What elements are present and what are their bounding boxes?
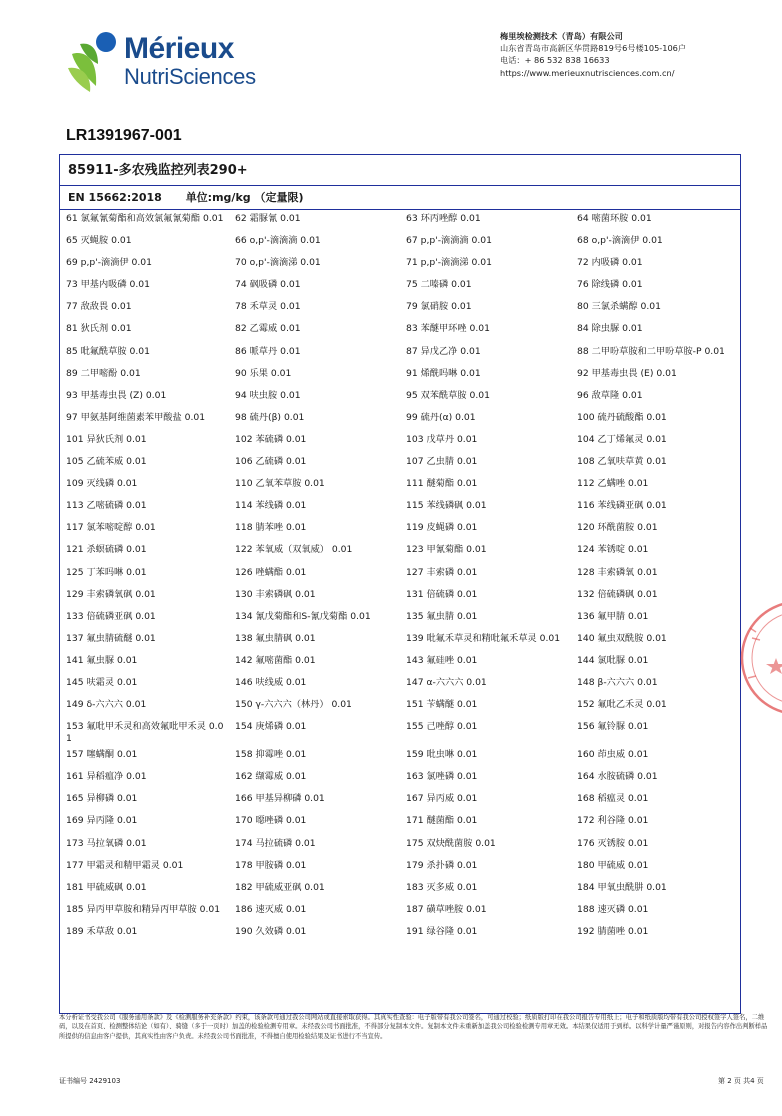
analyte-cell: 164 水胺硫磷 0.01 xyxy=(577,771,658,783)
analyte-cell: 141 氟虫脲 0.01 xyxy=(66,654,138,666)
analyte-cell: 84 除虫脲 0.01 xyxy=(577,323,643,335)
analyte-cell: 174 马拉硫磷 0.01 xyxy=(235,837,316,849)
analyte-cell: 131 倍硫磷 0.01 xyxy=(406,588,478,600)
analyte-cell: 64 嘧菌环胺 0.01 xyxy=(577,213,652,224)
analyte-cell: 175 双炔酰菌胺 0.01 xyxy=(406,837,496,849)
analyte-cell: 87 异戊乙净 0.01 xyxy=(406,345,481,357)
analyte-cell: 143 氟硅唑 0.01 xyxy=(406,654,478,666)
analyte-cell: 186 速灭威 0.01 xyxy=(235,903,307,915)
analyte-cell: 124 苯锈啶 0.01 xyxy=(577,544,649,556)
analyte-cell: 63 环丙唑醇 0.01 xyxy=(406,213,481,224)
analyte-cell: 128 丰索磷氧 0.01 xyxy=(577,566,658,578)
analyte-cell: 162 缬霉威 0.01 xyxy=(235,771,307,783)
analyte-cell: 167 异丙威 0.01 xyxy=(406,793,478,805)
analyte-cell: 123 甲氰菊酯 0.01 xyxy=(406,544,487,556)
analyte-cell: 91 烯酰吗啉 0.01 xyxy=(406,367,481,379)
panel-subheader xyxy=(60,186,740,210)
company-phone: 电话：+ 86 532 838 16633 xyxy=(500,55,610,66)
analyte-cell: 82 乙霉威 0.01 xyxy=(235,323,301,335)
analyte-cell: 117 氯苯嘧啶醇 0.01 xyxy=(66,522,156,534)
analyte-cell: 185 异丙甲草胺和精异丙甲草胺 0.01 xyxy=(66,903,221,915)
analyte-cell: 160 茚虫威 0.01 xyxy=(577,749,649,761)
analyte-cell: 121 杀螟硫磷 0.01 xyxy=(66,544,147,556)
analyte-cell: 92 甲基毒虫畏 (E) 0.01 xyxy=(577,367,677,379)
analyte-cell: 81 狄氏剂 0.01 xyxy=(66,323,132,335)
analyte-cell: 93 甲基毒虫畏 (Z) 0.01 xyxy=(66,389,167,401)
analyte-cell: 180 甲硫威 0.01 xyxy=(577,859,649,871)
analyte-cell: 74 砜吸磷 0.01 xyxy=(235,279,301,291)
analyte-cell: 97 甲氨基阿维菌素苯甲酸盐 0.01 xyxy=(66,411,206,423)
analyte-cell: 89 二甲嘧酚 0.01 xyxy=(66,367,141,379)
analyte-cell: 173 马拉氧磷 0.01 xyxy=(66,837,147,849)
analyte-cell: 109 灭线磷 0.01 xyxy=(66,478,138,490)
analyte-cell: 168 稻瘟灵 0.01 xyxy=(577,793,649,805)
analyte-cell: 127 丰索磷 0.01 xyxy=(406,566,478,578)
analyte-cell: 114 苯线磷 0.01 xyxy=(235,500,307,512)
analyte-cell: 94 呋虫胺 0.01 xyxy=(235,389,301,401)
analyte-cell: 100 硫丹硫酸酯 0.01 xyxy=(577,411,667,423)
analyte-cell: 116 苯线磷亚砜 0.01 xyxy=(577,500,667,512)
analyte-cell: 96 敌草隆 0.01 xyxy=(577,389,643,401)
analyte-cell: 146 呋线威 0.01 xyxy=(235,676,307,688)
analyte-cell: 78 禾草灵 0.01 xyxy=(235,301,301,313)
analyte-cell: 177 甲霜灵和精甲霜灵 0.01 xyxy=(66,859,184,871)
analyte-cell: 153 氟吡甲禾灵和高效氟吡甲禾灵 0.01 xyxy=(66,721,224,744)
analyte-cell: 161 异稻瘟净 0.01 xyxy=(66,771,147,783)
company-logo xyxy=(66,24,266,96)
seal-stamp-icon xyxy=(736,568,782,748)
analyte-cell: 88 二甲吩草胺和二甲吩草胺-P 0.01 xyxy=(577,345,725,357)
analyte-cell: 113 乙嘧硫磷 0.01 xyxy=(66,500,147,512)
analyte-cell: 122 苯氧威（双氧威） 0.01 xyxy=(235,544,353,556)
analyte-cell: 101 异狄氏剂 0.01 xyxy=(66,433,147,445)
analyte-cell: 136 氟甲腈 0.01 xyxy=(577,610,649,622)
analyte-cell: 150 γ-六六六（林丹） 0.01 xyxy=(235,699,352,711)
logo-text-nutrisciences: NutriSciences xyxy=(124,64,256,89)
company-website[interactable]: https://www.merieuxnutrisciences.com.cn/ xyxy=(500,67,675,78)
analyte-cell: 154 庚烯磷 0.01 xyxy=(235,721,307,733)
analyte-cell: 159 吡虫啉 0.01 xyxy=(406,749,478,761)
analyte-cell: 62 霜脲氰 0.01 xyxy=(235,213,301,224)
analyte-cell: 152 氟吡乙禾灵 0.01 xyxy=(577,699,667,711)
analyte-cell: 65 灭蝇胺 0.01 xyxy=(66,235,132,247)
analyte-cell: 104 乙丁烯氟灵 0.01 xyxy=(577,433,667,445)
certificate-number: 证书编号 2429103 xyxy=(59,1077,121,1085)
company-info xyxy=(500,30,686,79)
analyte-cell: 103 戊草丹 0.01 xyxy=(406,433,478,445)
analyte-cell: 170 噁唑磷 0.01 xyxy=(235,815,307,827)
analyte-cell: 134 氰戊菊酯和S-氰戊菊酯 0.01 xyxy=(235,610,371,622)
method-label: EN 15662:2018 xyxy=(68,191,162,204)
company-name: 梅里埃检测技术（青岛）有限公司 xyxy=(500,31,623,41)
analyte-cell: 158 抑霉唑 0.01 xyxy=(235,749,307,761)
analyte-cell: 189 禾草敌 0.01 xyxy=(66,925,138,937)
analyte-cell: 115 苯线磷砜 0.01 xyxy=(406,500,487,512)
analyte-cell: 144 氯吡脲 0.01 xyxy=(577,654,649,666)
analyte-cell: 169 异丙隆 0.01 xyxy=(66,815,138,827)
analyte-cell: 106 乙硫磷 0.01 xyxy=(235,456,307,468)
analyte-cell: 179 杀扑磷 0.01 xyxy=(406,859,478,871)
analyte-cell: 192 腈菌唑 0.01 xyxy=(577,925,649,937)
analyte-cell: 73 甲基内吸磷 0.01 xyxy=(66,279,150,291)
analyte-cell: 137 氟虫腈硫醚 0.01 xyxy=(66,632,156,644)
analyte-cell: 79 氯硝胺 0.01 xyxy=(406,301,472,313)
analyte-cell: 182 甲硫威亚砜 0.01 xyxy=(235,881,325,893)
analyte-cell: 133 倍硫磷亚砜 0.01 xyxy=(66,610,156,622)
analyte-cell: 112 乙螨唑 0.01 xyxy=(577,478,649,490)
analyte-cell: 183 灭多威 0.01 xyxy=(406,881,478,893)
analyte-cell: 61 氯氟氰菊酯和高效氯氟氰菊酯 0.01 xyxy=(66,213,224,224)
analyte-cell: 129 丰索磷氧砜 0.01 xyxy=(66,588,156,600)
analyte-cell: 68 o,p'-滴滴伊 0.01 xyxy=(577,235,663,247)
analyte-cell: 67 p,p'-滴滴滴 0.01 xyxy=(406,235,492,247)
analyte-cell: 149 δ-六六六 0.01 xyxy=(66,699,147,711)
analyte-cell: 155 己唑醇 0.01 xyxy=(406,721,478,733)
analyte-cell: 165 异柳磷 0.01 xyxy=(66,793,138,805)
analyte-cell: 191 绿谷隆 0.01 xyxy=(406,925,478,937)
analyte-cell: 139 吡氟禾草灵和精吡氟禾草灵 0.01 xyxy=(406,632,561,644)
page-number: 第 2 页 共4 页 xyxy=(718,1077,764,1085)
analyte-cell: 125 丁苯吗啉 0.01 xyxy=(66,566,147,578)
analyte-cell: 126 唑螨酯 0.01 xyxy=(235,566,307,578)
analyte-cell: 184 甲氧虫酰肼 0.01 xyxy=(577,881,667,893)
report-number: LR1391967-001 xyxy=(66,127,182,144)
analyte-cell: 118 腈苯唑 0.01 xyxy=(235,522,307,534)
analyte-cell: 90 乐果 0.01 xyxy=(235,367,292,379)
analyte-cell: 132 倍硫磷砜 0.01 xyxy=(577,588,658,600)
analyte-cell: 151 苄螨醚 0.01 xyxy=(406,699,478,711)
analyte-cell: 80 三氯杀螨醇 0.01 xyxy=(577,301,661,313)
analyte-cell: 142 氟嘧菌酯 0.01 xyxy=(235,654,316,666)
analyte-cell: 83 苯醚甲环唑 0.01 xyxy=(406,323,490,335)
footer-disclaimer: 本分析证书受我公司《服务通用条款》及《检测服务补充条款》约束，该条款可通过我公司网站或直接索取获得。其真实性查验：电子版带有我公司签名，可通过校验；纸质版打印在我公司报告专用纸上；电子和纸质版均带有我公司授权签字人签名，二维码，以及在首页、检测整体结论（如有）、骑缝（多于一页时）加盖的检验检测专用章。未经我公司书面批准，不得部分复制本文件。复制本文件未重新加盖我公司检验检测专用章无效。本结果仅适用于到样。以科学计量严谨原则，对报告内容作出判断样品所提供的信息由客户提供，其真实性由客户负责。未经我公司书面批准，不得擅自使用检验结果及证书进行不当宣传。 xyxy=(59,1014,768,1040)
analyte-cell: 148 β-六六六 0.01 xyxy=(577,676,658,688)
analyte-cell: 190 久效磷 0.01 xyxy=(235,925,307,937)
analyte-cell: 70 o,p'-滴滴涕 0.01 xyxy=(235,257,321,269)
analyte-cell: 163 氯唑磷 0.01 xyxy=(406,771,478,783)
analyte-cell: 110 乙氧苯草胺 0.01 xyxy=(235,478,325,490)
logo-text-merieux: Mérieux xyxy=(124,32,234,65)
analyte-grid xyxy=(60,210,740,945)
results-panel xyxy=(59,154,741,1014)
analyte-cell: 181 甲硫威砜 0.01 xyxy=(66,881,147,893)
analyte-cell: 72 内吸磷 0.01 xyxy=(577,257,643,269)
analyte-cell: 147 α-六六六 0.01 xyxy=(406,676,487,688)
analyte-cell: 166 甲基异柳磷 0.01 xyxy=(235,793,325,805)
analyte-cell: 130 丰索磷砜 0.01 xyxy=(235,588,316,600)
unit-label: 单位:mg/kg （定量限) xyxy=(185,191,304,204)
analyte-cell: 140 氟虫双酰胺 0.01 xyxy=(577,632,667,644)
analyte-cell: 98 硫丹(β) 0.01 xyxy=(235,411,305,423)
analyte-cell: 95 双苯酰草胺 0.01 xyxy=(406,389,490,401)
analyte-cell: 107 乙虫腈 0.01 xyxy=(406,456,478,468)
analyte-cell: 171 醚菌酯 0.01 xyxy=(406,815,478,827)
analyte-cell: 176 灭锈胺 0.01 xyxy=(577,837,649,849)
analyte-cell: 172 利谷隆 0.01 xyxy=(577,815,649,827)
analyte-cell: 75 二嗪磷 0.01 xyxy=(406,279,472,291)
analyte-cell: 71 p,p'-滴滴涕 0.01 xyxy=(406,257,492,269)
analyte-cell: 86 哌草丹 0.01 xyxy=(235,345,301,357)
analyte-cell: 77 敌敌畏 0.01 xyxy=(66,301,132,313)
leaf-logo-icon xyxy=(66,24,126,96)
analyte-cell: 145 呋霜灵 0.01 xyxy=(66,676,138,688)
panel-title: 85911-多农残监控列表290+ xyxy=(60,155,740,186)
company-address: 山东省青岛市高新区华贯路819号6号楼105-106户 xyxy=(500,43,687,54)
analyte-cell: 178 甲胺磷 0.01 xyxy=(235,859,307,871)
analyte-cell: 120 环酰菌胺 0.01 xyxy=(577,522,658,534)
analyte-cell: 102 苯硫磷 0.01 xyxy=(235,433,307,445)
analyte-cell: 105 乙硫苯威 0.01 xyxy=(66,456,147,468)
analyte-cell: 156 氟铃脲 0.01 xyxy=(577,721,649,733)
analyte-cell: 66 o,p'-滴滴滴 0.01 xyxy=(235,235,321,247)
analyte-cell: 111 醚菊酯 0.01 xyxy=(406,478,478,490)
analyte-cell: 99 硫丹(α) 0.01 xyxy=(406,411,476,423)
analyte-cell: 85 吡氟酰草胺 0.01 xyxy=(66,345,150,357)
analyte-cell: 188 速灭磷 0.01 xyxy=(577,903,649,915)
analyte-cell: 119 皮蝇磷 0.01 xyxy=(406,522,478,534)
analyte-cell: 138 氟虫腈砜 0.01 xyxy=(235,632,316,644)
analyte-cell: 187 磺草唑胺 0.01 xyxy=(406,903,487,915)
analyte-cell: 76 除线磷 0.01 xyxy=(577,279,643,291)
analyte-cell: 135 氟虫腈 0.01 xyxy=(406,610,478,622)
official-seal xyxy=(736,568,782,748)
analyte-cell: 69 p,p'-滴滴伊 0.01 xyxy=(66,257,152,269)
analyte-cell: 157 噻螨酮 0.01 xyxy=(66,749,138,761)
analyte-cell: 108 乙氧呋草黄 0.01 xyxy=(577,456,667,468)
